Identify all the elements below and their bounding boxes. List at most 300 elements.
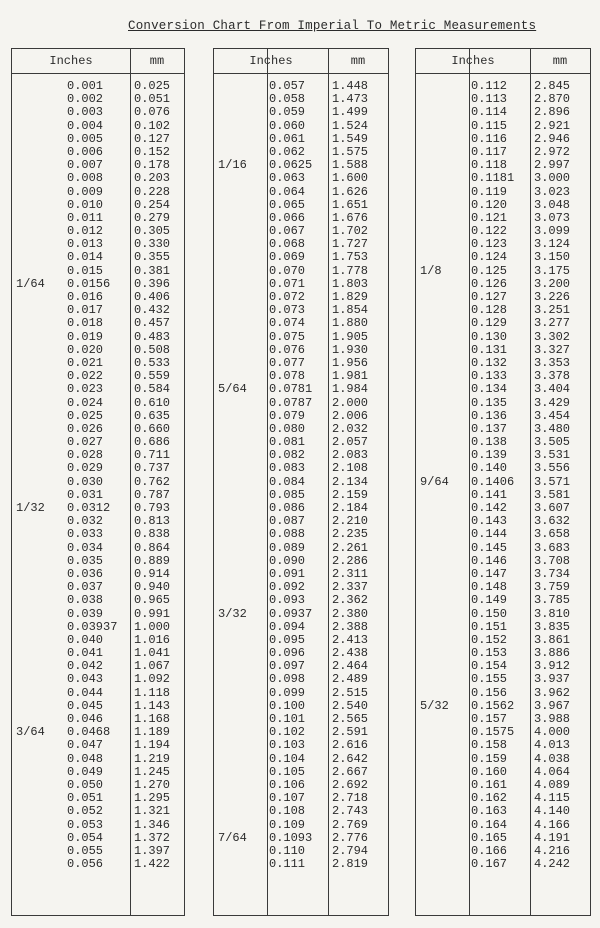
mm-cell: 4.242 (534, 857, 571, 872)
table-row (12, 251, 184, 264)
mm-cell: 0.864 (134, 540, 171, 555)
mm-cell: 3.810 (534, 606, 571, 621)
inches-cell: 0.100 (269, 698, 306, 713)
table-row (12, 858, 184, 871)
table-row (214, 199, 388, 212)
mm-cell: 1.168 (134, 712, 171, 726)
mm-cell: 0.610 (134, 395, 171, 410)
table-row (214, 106, 388, 119)
inches-cell: 0.1093 (269, 830, 313, 845)
mm-cell: 1.778 (332, 263, 369, 278)
inches-cell: 0.164 (471, 817, 508, 832)
mm-cell: 3.785 (534, 593, 571, 608)
mm-cell: 2.870 (534, 92, 571, 107)
inches-cell: 0.0937 (269, 606, 313, 621)
mm-cell: 3.150 (534, 250, 571, 265)
inches-cell: 0.072 (269, 290, 306, 304)
table-row (416, 383, 590, 396)
table-row (214, 410, 388, 423)
table-row (416, 858, 590, 871)
inches-cell: 0.107 (269, 791, 306, 806)
mm-cell: 1.219 (134, 751, 171, 766)
mm-cell: 0.178 (134, 158, 171, 173)
inches-cell: 0.130 (471, 329, 508, 344)
mm-cell: 3.454 (534, 408, 571, 423)
table-row (416, 805, 590, 818)
inches-cell: 0.047 (67, 738, 104, 753)
inches-cell: 0.153 (471, 646, 508, 661)
inches-cell: 0.082 (269, 448, 306, 463)
fraction-cell: 9/64 (420, 474, 449, 489)
mm-cell: 0.396 (134, 276, 171, 291)
table-row (416, 608, 590, 621)
inches-cell: 0.001 (67, 79, 104, 93)
mm-cell: 3.571 (534, 474, 571, 489)
table-row (214, 542, 388, 555)
table-row (214, 832, 388, 845)
inches-cell: 0.034 (67, 540, 104, 555)
table-row (416, 476, 590, 489)
inches-cell: 0.010 (67, 197, 104, 212)
mm-cell: 1.626 (332, 184, 369, 199)
inches-cell: 0.073 (269, 303, 306, 318)
mm-cell: 3.556 (534, 461, 571, 476)
mm-cell: 2.108 (332, 461, 369, 476)
table-row (12, 172, 184, 185)
table-row (416, 331, 590, 344)
mm-cell: 2.667 (332, 764, 369, 779)
mm-cell: 2.184 (332, 501, 369, 515)
mm-cell: 0.635 (134, 408, 171, 423)
inches-cell: 0.075 (269, 329, 306, 344)
inches-cell: 0.140 (471, 461, 508, 476)
inches-cell: 0.161 (471, 777, 508, 792)
mm-cell: 1.930 (332, 342, 369, 357)
mm-cell: 2.489 (332, 672, 369, 687)
mm-cell: 1.588 (332, 158, 369, 173)
mm-cell: 3.835 (534, 619, 571, 634)
inches-cell: 0.148 (471, 580, 508, 595)
mm-cell: 0.940 (134, 580, 171, 595)
mm-cell: 2.032 (332, 421, 369, 436)
mm-cell: 2.776 (332, 830, 369, 845)
mm-cell: 1.753 (332, 250, 369, 265)
mm-cell: 3.505 (534, 435, 571, 450)
conversion-table-3 (415, 48, 591, 916)
inches-cell: 0.144 (471, 527, 508, 542)
inches-cell: 0.118 (471, 158, 508, 173)
inches-cell: 0.114 (471, 105, 508, 120)
mm-cell: 3.988 (534, 712, 571, 726)
inches-cell: 0.157 (471, 712, 508, 726)
mm-cell: 0.127 (134, 131, 171, 146)
inches-cell: 0.030 (67, 474, 104, 489)
mm-cell: 3.327 (534, 342, 571, 357)
mm-cell: 1.372 (134, 830, 171, 845)
inches-cell: 0.085 (269, 487, 306, 502)
table-row (214, 555, 388, 568)
mm-cell: 1.600 (332, 171, 369, 186)
mm-cell: 3.967 (534, 698, 571, 713)
mm-cell: 0.889 (134, 553, 171, 568)
table-row (12, 687, 184, 700)
inches-cell: 0.063 (269, 171, 306, 186)
table-row (214, 331, 388, 344)
inches-cell: 0.156 (471, 685, 508, 700)
inches-cell: 0.166 (471, 843, 508, 858)
mm-cell: 2.769 (332, 817, 369, 832)
inches-cell: 0.013 (67, 237, 104, 252)
inches-cell: 0.099 (269, 685, 306, 700)
mm-cell: 1.000 (134, 619, 171, 634)
inches-cell: 0.0787 (269, 395, 313, 410)
inches-cell: 0.155 (471, 672, 508, 687)
fraction-cell: 1/16 (218, 158, 247, 173)
mm-cell: 3.023 (534, 184, 571, 199)
table-row (12, 120, 184, 133)
mm-cell: 1.295 (134, 791, 171, 806)
inches-cell: 0.049 (67, 764, 104, 779)
inches-cell: 0.090 (269, 553, 306, 568)
mm-cell: 0.330 (134, 237, 171, 252)
mm-cell: 0.406 (134, 290, 171, 304)
inches-cell: 0.045 (67, 698, 104, 713)
inches-cell: 0.127 (471, 290, 508, 304)
table-row (416, 199, 590, 212)
fraction-cell: 3/32 (218, 606, 247, 621)
table-row (214, 621, 388, 634)
inches-cell: 0.1406 (471, 474, 515, 489)
mm-cell: 2.794 (332, 843, 369, 858)
table-row (416, 186, 590, 199)
conversion-table-2 (213, 48, 389, 916)
inches-cell: 0.024 (67, 395, 104, 410)
inches-cell: 0.060 (269, 118, 306, 133)
mm-cell: 0.686 (134, 435, 171, 450)
mm-cell: 1.067 (134, 659, 171, 674)
inches-cell: 0.109 (269, 817, 306, 832)
inches-cell: 0.132 (471, 355, 508, 370)
inches-cell: 0.154 (471, 659, 508, 674)
inches-cell: 0.040 (67, 632, 104, 647)
mm-cell: 2.642 (332, 751, 369, 766)
inches-cell: 0.025 (67, 408, 104, 423)
mm-cell: 4.140 (534, 804, 571, 819)
table-row (416, 133, 590, 146)
mm-cell: 1.397 (134, 843, 171, 858)
table-row (416, 673, 590, 686)
inches-cell: 0.131 (471, 342, 508, 357)
inches-cell: 0.122 (471, 224, 508, 239)
inches-cell: 0.014 (67, 250, 104, 265)
table-row (214, 317, 388, 330)
inches-cell: 0.096 (269, 646, 306, 661)
inches-cell: 0.126 (471, 276, 508, 291)
mm-cell: 3.886 (534, 646, 571, 661)
inches-cell: 0.104 (269, 751, 306, 766)
mm-cell: 1.189 (134, 725, 171, 740)
inches-cell: 0.052 (67, 804, 104, 819)
mm-cell: 3.200 (534, 276, 571, 291)
mm-cell: 3.175 (534, 263, 571, 278)
inches-cell: 0.0781 (269, 382, 313, 397)
mm-cell: 3.683 (534, 540, 571, 555)
inches-cell: 0.1575 (471, 725, 515, 740)
mm-cell: 2.210 (332, 514, 369, 529)
table-row (12, 819, 184, 832)
inches-cell: 0.134 (471, 382, 508, 397)
mm-cell: 2.718 (332, 791, 369, 806)
table-row (12, 199, 184, 212)
table-row (214, 673, 388, 686)
mm-cell: 0.762 (134, 474, 171, 489)
inches-cell: 0.137 (471, 421, 508, 436)
table-rows (416, 80, 590, 871)
inches-cell: 0.089 (269, 540, 306, 555)
inches-cell: 0.142 (471, 501, 508, 515)
inches-cell: 0.116 (471, 131, 508, 146)
mm-cell: 3.632 (534, 514, 571, 529)
table-row (416, 410, 590, 423)
mm-cell: 1.702 (332, 224, 369, 239)
table-row (214, 397, 388, 410)
inches-cell: 0.058 (269, 92, 306, 107)
inches-cell: 0.027 (67, 435, 104, 450)
inches-cell: 0.098 (269, 672, 306, 687)
page-title: Conversion Chart From Imperial To Metric Measurements (128, 19, 537, 33)
mm-cell: 3.861 (534, 632, 571, 647)
inches-cell: 0.124 (471, 250, 508, 265)
inches-cell: 0.141 (471, 487, 508, 502)
inches-cell: 0.005 (67, 131, 104, 146)
table-row (416, 172, 590, 185)
inches-cell: 0.028 (67, 448, 104, 463)
mm-cell: 4.038 (534, 751, 571, 766)
mm-cell: 1.092 (134, 672, 171, 687)
mm-cell: 0.711 (134, 448, 171, 463)
table-row (416, 832, 590, 845)
table-row (12, 186, 184, 199)
mm-cell: 0.102 (134, 118, 171, 133)
table-row (214, 120, 388, 133)
table-row (12, 805, 184, 818)
inches-cell: 0.012 (67, 224, 104, 239)
mm-cell: 2.083 (332, 448, 369, 463)
inches-cell: 0.0156 (67, 276, 111, 291)
mm-cell: 1.524 (332, 118, 369, 133)
mm-cell: 3.000 (534, 171, 571, 186)
inches-cell: 0.084 (269, 474, 306, 489)
table-row (12, 621, 184, 634)
inches-cell: 0.026 (67, 421, 104, 436)
mm-cell: 4.064 (534, 764, 571, 779)
table-row (214, 344, 388, 357)
inches-cell: 0.061 (269, 131, 306, 146)
mm-cell: 2.692 (332, 777, 369, 792)
inches-cell: 0.115 (471, 118, 508, 133)
inches-cell: 0.1562 (471, 698, 515, 713)
table-row (416, 687, 590, 700)
mm-cell: 0.991 (134, 606, 171, 621)
inches-cell: 0.145 (471, 540, 508, 555)
inches-cell: 0.106 (269, 777, 306, 792)
inches-cell: 0.086 (269, 501, 306, 515)
inches-cell: 0.067 (269, 224, 306, 239)
inches-cell: 0.080 (269, 421, 306, 436)
inches-cell: 0.087 (269, 514, 306, 529)
mm-cell: 2.337 (332, 580, 369, 595)
inches-cell: 0.046 (67, 712, 104, 726)
mm-cell: 2.946 (534, 131, 571, 146)
mm-cell: 1.448 (332, 79, 369, 93)
inches-cell: 0.0312 (67, 501, 111, 515)
inches-cell: 0.037 (67, 580, 104, 595)
table-row (214, 766, 388, 779)
mm-cell: 1.829 (332, 290, 369, 304)
inches-cell: 0.043 (67, 672, 104, 687)
inches-cell: 0.133 (471, 369, 508, 384)
inches-cell: 0.077 (269, 355, 306, 370)
mm-cell: 1.016 (134, 632, 171, 647)
inches-cell: 0.004 (67, 118, 104, 133)
table-header (416, 49, 590, 74)
inches-cell: 0.053 (67, 817, 104, 832)
mm-cell: 0.051 (134, 92, 171, 107)
table-row (416, 528, 590, 541)
mm-cell: 0.793 (134, 501, 171, 515)
table-row (416, 397, 590, 410)
mm-cell: 2.413 (332, 632, 369, 647)
inches-cell: 0.065 (269, 197, 306, 212)
mm-cell: 1.194 (134, 738, 171, 753)
inches-cell: 0.143 (471, 514, 508, 529)
inches-cell: 0.158 (471, 738, 508, 753)
mm-cell: 2.362 (332, 593, 369, 608)
table-row (12, 397, 184, 410)
table-row (12, 344, 184, 357)
inches-cell: 0.120 (471, 197, 508, 212)
mm-cell: 1.984 (332, 382, 369, 397)
inches-cell: 0.111 (269, 857, 306, 872)
mm-cell: 2.261 (332, 540, 369, 555)
inches-cell: 0.147 (471, 566, 508, 581)
mm-cell: 1.803 (332, 276, 369, 291)
mm-cell: 0.813 (134, 514, 171, 529)
inches-cell: 0.074 (269, 316, 306, 331)
mm-cell: 2.006 (332, 408, 369, 423)
table-row (416, 542, 590, 555)
mm-cell: 0.279 (134, 210, 171, 225)
table-row (12, 528, 184, 541)
mm-cell: 3.912 (534, 659, 571, 674)
inches-cell: 0.076 (269, 342, 306, 357)
fraction-cell: 1/32 (16, 501, 45, 515)
inches-cell: 0.070 (269, 263, 306, 278)
inches-cell: 0.009 (67, 184, 104, 199)
inches-cell: 0.021 (67, 355, 104, 370)
mm-cell: 3.378 (534, 369, 571, 384)
table-rows (12, 80, 184, 871)
mm-cell: 0.076 (134, 105, 171, 120)
inches-cell: 0.017 (67, 303, 104, 318)
mm-cell: 2.438 (332, 646, 369, 661)
inches-cell: 0.101 (269, 712, 306, 726)
mm-cell: 1.143 (134, 698, 171, 713)
mm-cell: 0.559 (134, 369, 171, 384)
mm-cell: 2.921 (534, 118, 571, 133)
inches-cell: 0.093 (269, 593, 306, 608)
table-row (12, 476, 184, 489)
inches-cell: 0.160 (471, 764, 508, 779)
table-row (416, 251, 590, 264)
mm-cell: 3.658 (534, 527, 571, 542)
inches-cell: 0.103 (269, 738, 306, 753)
table-row (416, 753, 590, 766)
mm-cell: 3.048 (534, 197, 571, 212)
inches-cell: 0.097 (269, 659, 306, 674)
table-row (12, 739, 184, 752)
mm-cell: 1.118 (134, 685, 171, 700)
inches-cell: 0.159 (471, 751, 508, 766)
mm-cell: 3.581 (534, 487, 571, 502)
inches-cell: 0.006 (67, 144, 104, 159)
inches-cell: 0.150 (471, 606, 508, 621)
table-row (416, 317, 590, 330)
inches-cell: 0.059 (269, 105, 306, 120)
mm-header: mm (350, 54, 366, 68)
table-header (12, 49, 184, 74)
table-row (416, 594, 590, 607)
table-row (214, 251, 388, 264)
inches-cell: 0.117 (471, 144, 508, 159)
inches-cell: 0.095 (269, 632, 306, 647)
mm-cell: 1.727 (332, 237, 369, 252)
inches-cell: 0.016 (67, 290, 104, 304)
table-row (214, 594, 388, 607)
conversion-table-1 (11, 48, 185, 916)
mm-cell: 1.981 (332, 369, 369, 384)
mm-cell: 3.302 (534, 329, 571, 344)
inches-cell: 0.091 (269, 566, 306, 581)
inches-cell: 0.123 (471, 237, 508, 252)
table-row (12, 462, 184, 475)
mm-cell: 2.540 (332, 698, 369, 713)
mm-cell: 2.286 (332, 553, 369, 568)
mm-cell: 1.676 (332, 210, 369, 225)
mm-cell: 1.905 (332, 329, 369, 344)
table-row (12, 331, 184, 344)
table-row (214, 528, 388, 541)
inches-cell: 0.048 (67, 751, 104, 766)
mm-cell: 3.251 (534, 303, 571, 318)
mm-cell: 0.025 (134, 79, 171, 93)
inches-cell: 0.031 (67, 487, 104, 502)
inches-cell: 0.167 (471, 857, 508, 872)
inches-cell: 0.029 (67, 461, 104, 476)
inches-cell: 0.136 (471, 408, 508, 423)
mm-cell: 2.057 (332, 435, 369, 450)
mm-cell: 0.203 (134, 171, 171, 186)
mm-cell: 0.965 (134, 593, 171, 608)
table-row (416, 555, 590, 568)
table-row (416, 462, 590, 475)
inches-cell: 0.054 (67, 830, 104, 845)
table-row (12, 832, 184, 845)
inches-cell: 0.062 (269, 144, 306, 159)
inches-cell: 0.015 (67, 263, 104, 278)
inches-cell: 0.128 (471, 303, 508, 318)
mm-cell: 3.429 (534, 395, 571, 410)
